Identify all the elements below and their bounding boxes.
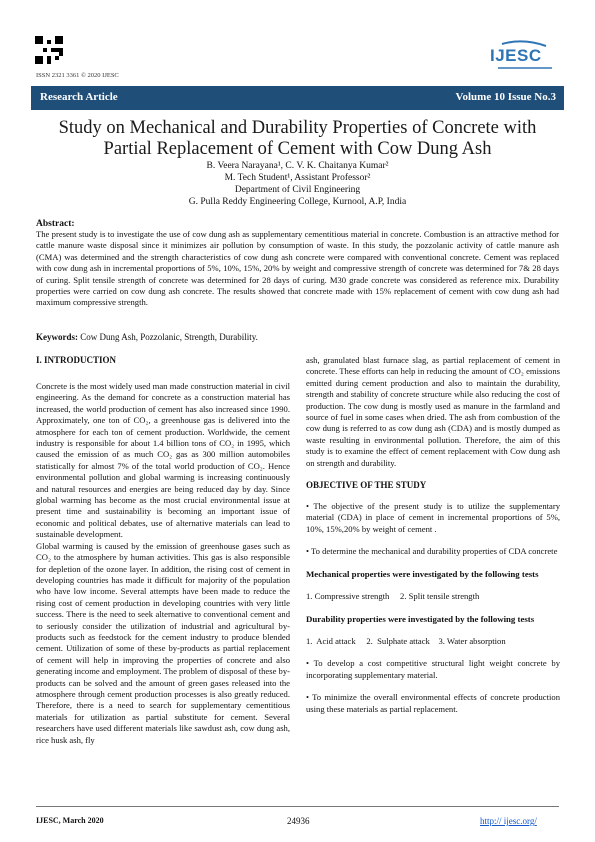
section-heading: OBJECTIVE OF THE STUDY [306,480,427,491]
section-heading: I. INTRODUCTION [36,355,117,365]
mechanical-tests: 1. Compressive strength 2. Split tensile strength [306,591,480,602]
article-banner [31,86,564,110]
durability-heading: Durability properties were investigated by the following tests [306,613,535,624]
issn-line: ISSN 2321 3361 © 2020 IJESC [36,72,119,79]
title-line: Partial Replacement of Cement with Cow Dung Ash [103,139,492,159]
volume-issue: Volume 10 Issue No.3 [455,91,556,103]
column-left [36,355,290,746]
title-line: Study on Mechanical and Durability Properties of Concrete with [58,118,537,138]
author-institution: G. Pulla Reddy Engineering College, Kurnool, A.P, India [188,197,407,207]
logo-text: IJESC [490,46,542,65]
page-number: 24936 [287,816,310,826]
abstract-text: The present study is to investigate the use of cow dung ash as supplementary cementitious material in concrete. Combustion is an attractive method for cattle manure waste disposal since it minimizes air pollution by consumption of waste. In this study, the pozzolanic activity of cattle manure ash (CMA) was determined and the strength characteristics of cow dung ash concrete were compared with conventional concrete. Cement was replaced with cow dung ash in incremental proportions of 5%, 10%, 15%, 20% by weight and compressive strength of concrete was determined for 7& 28 days of curing. Split tensile strength of concrete was determined for 28 days of curing. M30 grade concrete was considered as reference mix. Durability properties were carried on cow dung ash concrete. The results showed that concrete made with 15% replacement of cement with cow dung ash had maximum compressive strength. [36,229,559,308]
paragraph: ash, granulated blast furnace slag, as partial replacement of cement in concrete. These efforts can help in reducing the amount of CO₂ emissions emitted during cement production and also to maintain the durability, strength and stability of concrete structure while also reducing the cost of production. The cow dung is mostly used as manure in the farmland and source of fuel in some cases when dried. The ash from combustion of the cow dung is referred to as cow dung ash (CDA) and is mostly dumped as waste resulting in environmental pollution. Therefore, the aim of this study is to examine the effect of cement replacement with Cow dung ash on strength and durability. [306,355,560,468]
author-department: Department of Civil Engineering [234,185,361,195]
bullet-item: • The objective of the present study is to utilize the supplementary material (CDA) in place of cement in incremental proportions of 5%, 10%, 15%,20% by weight of cement . [306,501,560,534]
abstract [36,219,559,309]
bullet-item: • To determine the mechanical and durability properties of CDA concrete [306,546,558,557]
keywords [36,332,559,342]
durability-tests: 1. Acid attack 2. Sulphate attack 3. Water absorption [306,635,506,646]
column-right [306,355,560,715]
article-type: Research Article [40,91,118,103]
paragraph: Global warming is caused by the emission of greenhouse gases such as CO₂ to the atmosphere by human activities. This gas is also responsible for depletion of the ozone layer. In addition, the rising cost of cement in developing countries has made it difficult for majority of the population who have low income. Several attempts have been made to reduce the rising cost of cement production in developing countries with very little success. There is the need to seek alternative to conventional cement and to seriously consider the utilization of industrial and agricultural by-products such as feedstock for the cement industry to produce blended cement. Utilization of some of these by-products as partial replacement of cement will help in improving the properties of concrete and also generating income and employment. The problem of disposal of these by-products can be solved and the amount of green gases released into the atmosphere through cement production processes is also greatly reduced. Therefore, there is a need to search for supplementary cementitious materials for utilization as partial substitute for cement. Several researchers have used different materials like sawdust ash, cow dung ash, rice husk ash, fly [36,540,291,745]
bullet-item: • To develop a cost competitive structural light weight concrete by incorporating supplementary material. [306,658,560,680]
paper-title [36,118,559,160]
paragraph: Concrete is the most widely used man made construction material in civil engineering. As the demand for concrete as a construction material has increased, the world production of cement has also increased since 1990. Approximately, one ton of CO₂, a greenhouse gas is delivered into the atmosphere for each ton of cement production. Worldwide, the cement industry is responsible for about 1.4 billion tons of CO₂ in 1995, which caused the emission of as much CO₂ gas as 300 million automobiles statistically for almost 7% of the total world production of CO₂. Hence environmental pollution and global warming is increasing continuously and natural resources and energies are being reduced day by day. Since global warming has become as the most crucial environmental issue at present time and sustainability is becoming an important issue of economic and political debates, use of alternative materials can lead to sustainable development. [36,381,290,540]
author-names: B. Veera Narayana¹, C. V. K. Chaitanya Kumar² [206,161,389,171]
qr-code-icon [35,36,63,64]
abstract-heading: Abstract: [36,219,75,229]
footer-rule [36,806,559,807]
bullet-item: • To minimize the overall environmental effects of concrete production using these materials as partial replacement. [306,692,560,714]
journal-url-link[interactable]: http:// ijesc.org/ [480,816,537,826]
footer-journal-date: IJESC, March 2020 [36,816,104,825]
mechanical-heading: Mechanical properties were investigated by the following tests [306,568,539,579]
journal-logo [488,40,558,72]
keywords-text: Cow Dung Ash, Pozzolanic, Strength, Durability. [78,332,258,342]
author-roles: M. Tech Student¹, Assistant Professor² [224,173,371,183]
keywords-label: Keywords: [36,332,78,342]
